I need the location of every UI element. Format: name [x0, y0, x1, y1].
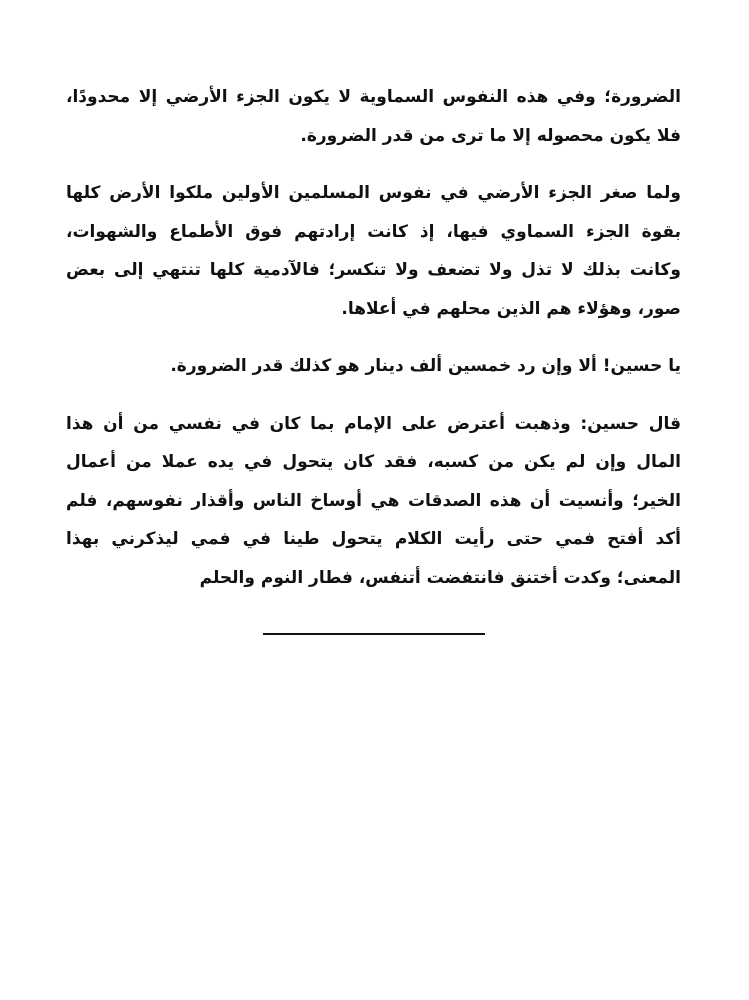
section-divider: [263, 633, 485, 635]
paragraph-3: يا حسين! ألا وإن رد خمسين ألف دينار هو كذلك قدر الضرورة.: [170, 356, 681, 376]
paragraph-1: الضرورة؛ وفي هذه النفوس السماوية لا يكون الجزء الأرضي إلا محدودًا، فلا يكون محصوله إلا ما ترى من قدر الضرورة.: [66, 87, 681, 146]
document-page: [66, 78, 681, 635]
paragraph-2: ولما صغر الجزء الأرضي في نفوس المسلمين الأولين ملكوا الأرض كلها بقوة الجزء السماوي فيها، إذ كانت إرادتهم فوق الأطماع والشهوات، وكانت بذلك لا تذل ولا تضعف ولا تنكسر؛ فالآدمية كلها تنتهي إلى بعض صور، وهؤلاء هم الذين محلهم في أعلاها.: [66, 183, 681, 319]
paragraph-4: قال حسين: وذهبت أعترض على الإمام بما كان في نفسي من أن هذا المال وإن لم يكن من كسبه، فقد كان يتحول في يده عملا من أعمال الخير؛ وأنسيت أن هذه الصدقات هي أوساخ الناس وأقذار نفوسهم، فلم أكد أفتح فمي حتى رأيت الكلام يتحول طينا في فمي ليذكرني بهذا المعنى؛ وكدت أختنق فانتفضت أتنفس، فطار النوم والحلم: [66, 413, 681, 588]
